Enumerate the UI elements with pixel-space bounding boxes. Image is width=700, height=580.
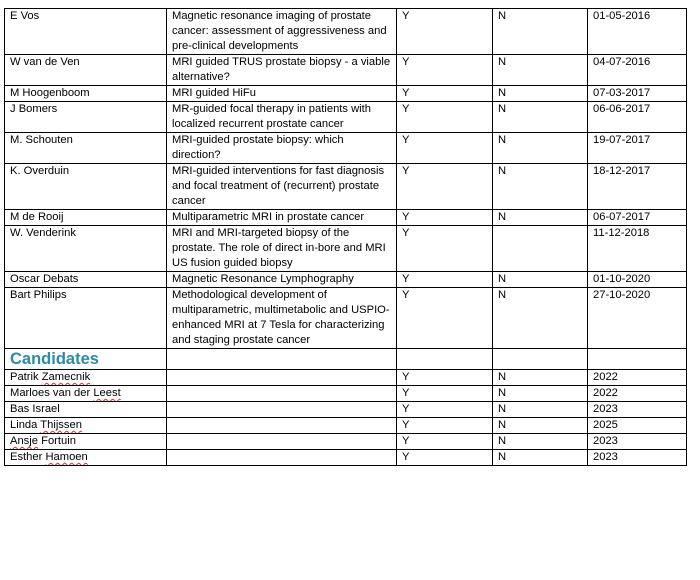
spellcheck-underline: Ansje xyxy=(10,435,38,447)
flag-n-cell: N xyxy=(493,9,588,55)
date-cell: 06-07-2017 xyxy=(588,210,687,226)
table-cell xyxy=(493,349,588,370)
candidate-row xyxy=(5,402,687,418)
thesis-title-cell: Magnetic Resonance Lymphography xyxy=(167,272,397,288)
date-cell: 07-03-2017 xyxy=(588,86,687,102)
person-name-cell: Patrik Zamecnik xyxy=(5,370,167,386)
person-name-cell: Linda Thijssen xyxy=(5,418,167,434)
flag-n-cell: N xyxy=(493,272,588,288)
flag-n-cell: N xyxy=(493,434,588,450)
person-name-cell: K. Overduin xyxy=(5,164,167,210)
thesis-title-cell xyxy=(167,402,397,418)
flag-y-cell: Y xyxy=(397,272,493,288)
date-cell: 2023 xyxy=(588,450,687,466)
thesis-title-cell: MRI guided TRUS prostate biopsy - a viable alternative? xyxy=(167,55,397,86)
researcher-row xyxy=(5,226,687,272)
flag-y-cell: Y xyxy=(397,210,493,226)
table-cell xyxy=(167,349,397,370)
date-cell: 2022 xyxy=(588,370,687,386)
person-name-cell: M. Schouten xyxy=(5,133,167,164)
date-cell: 11-12-2018 xyxy=(588,226,687,272)
date-cell: 04-07-2016 xyxy=(588,55,687,86)
person-name-cell: J Bomers xyxy=(5,102,167,133)
flag-y-cell: Y xyxy=(397,102,493,133)
thesis-title-cell: MRI-guided prostate biopsy: which direction? xyxy=(167,133,397,164)
flag-y-cell: Y xyxy=(397,402,493,418)
thesis-title-cell xyxy=(167,386,397,402)
flag-y-cell: Y xyxy=(397,226,493,272)
researcher-row xyxy=(5,86,687,102)
flag-n-cell: N xyxy=(493,55,588,86)
person-name-cell: Bart Philips xyxy=(5,288,167,349)
flag-n-cell: N xyxy=(493,164,588,210)
researcher-row xyxy=(5,288,687,349)
spellcheck-underline: Leest xyxy=(93,387,121,399)
flag-y-cell: Y xyxy=(397,418,493,434)
thesis-title-cell xyxy=(167,450,397,466)
flag-y-cell: Y xyxy=(397,133,493,164)
flag-y-cell: Y xyxy=(397,288,493,349)
person-name-cell: W. Venderink xyxy=(5,226,167,272)
date-cell: 2023 xyxy=(588,434,687,450)
candidates-section xyxy=(5,370,687,466)
flag-n-cell: N xyxy=(493,386,588,402)
researcher-row xyxy=(5,133,687,164)
thesis-title-cell: MRI guided HiFu xyxy=(167,86,397,102)
person-name-cell: E Vos xyxy=(5,9,167,55)
flag-y-cell: Y xyxy=(397,9,493,55)
researcher-row xyxy=(5,272,687,288)
thesis-title-cell: Multiparametric MRI in prostate cancer xyxy=(167,210,397,226)
thesis-title-cell xyxy=(167,418,397,434)
person-name-cell: W van de Ven xyxy=(5,55,167,86)
candidate-row xyxy=(5,450,687,466)
researcher-row xyxy=(5,9,687,55)
person-name-cell: Esther Hamoen xyxy=(5,450,167,466)
flag-n-cell: N xyxy=(493,288,588,349)
flag-y-cell: Y xyxy=(397,55,493,86)
person-name-cell: Marloes van der Leest xyxy=(5,386,167,402)
date-cell: 18-12-2017 xyxy=(588,164,687,210)
section-heading-row xyxy=(5,349,687,370)
section-heading: Candidates xyxy=(5,349,167,370)
flag-n-cell: N xyxy=(493,133,588,164)
thesis-title-cell: MRI and MRI-targeted biopsy of the prostate. The role of direct in-bore and MRI US fusion guided biopsy xyxy=(167,226,397,272)
researcher-row xyxy=(5,102,687,133)
flag-n-cell: N xyxy=(493,86,588,102)
table-cell xyxy=(588,349,687,370)
person-name-cell: Oscar Debats xyxy=(5,272,167,288)
document-table xyxy=(4,8,687,466)
date-cell: 2025 xyxy=(588,418,687,434)
flag-n-cell: N xyxy=(493,450,588,466)
candidate-row xyxy=(5,370,687,386)
researcher-row xyxy=(5,210,687,226)
thesis-title-cell: MR-guided focal therapy in patients with localized recurrent prostate cancer xyxy=(167,102,397,133)
person-name-cell: Bas Israel xyxy=(5,402,167,418)
researcher-row xyxy=(5,55,687,86)
flag-y-cell: Y xyxy=(397,370,493,386)
thesis-title-cell xyxy=(167,434,397,450)
date-cell: 06-06-2017 xyxy=(588,102,687,133)
candidate-row xyxy=(5,418,687,434)
thesis-title-cell: Methodological development of multiparametric, multimetabolic and USPIO-enhanced MRI at 7 Tesla for characterizing and staging prostate cancer xyxy=(167,288,397,349)
candidate-row xyxy=(5,434,687,450)
flag-y-cell: Y xyxy=(397,86,493,102)
candidate-row xyxy=(5,386,687,402)
person-name-cell: Ansje Fortuin xyxy=(5,434,167,450)
spellcheck-underline: Hamoen xyxy=(45,451,88,463)
candidates-header-section xyxy=(5,349,687,370)
date-cell: 2022 xyxy=(588,386,687,402)
flag-n-cell: N xyxy=(493,418,588,434)
flag-n-cell: N xyxy=(493,102,588,133)
flag-n-cell: N xyxy=(493,402,588,418)
spellcheck-underline: Thijssen xyxy=(40,419,82,431)
person-name-cell: M Hoogenboom xyxy=(5,86,167,102)
date-cell: 27-10-2020 xyxy=(588,288,687,349)
table-cell xyxy=(397,349,493,370)
flag-y-cell: Y xyxy=(397,386,493,402)
flag-n-cell: N xyxy=(493,370,588,386)
date-cell: 01-10-2020 xyxy=(588,272,687,288)
researchers-section xyxy=(5,9,687,349)
flag-n-cell: N xyxy=(493,210,588,226)
thesis-title-cell: MRI-guided interventions for fast diagnosis and focal treatment of (recurrent) prostate cancer xyxy=(167,164,397,210)
flag-y-cell: Y xyxy=(397,164,493,210)
flag-n-cell xyxy=(493,226,588,272)
researcher-row xyxy=(5,164,687,210)
date-cell: 19-07-2017 xyxy=(588,133,687,164)
flag-y-cell: Y xyxy=(397,434,493,450)
spellcheck-underline: Zamecnik xyxy=(41,371,91,383)
thesis-title-cell: Magnetic resonance imaging of prostate cancer: assessment of aggressiveness and pre-clinical developments xyxy=(167,9,397,55)
date-cell: 01-05-2016 xyxy=(588,9,687,55)
person-name-cell: M de Rooij xyxy=(5,210,167,226)
thesis-title-cell xyxy=(167,370,397,386)
flag-y-cell: Y xyxy=(397,450,493,466)
date-cell: 2023 xyxy=(588,402,687,418)
